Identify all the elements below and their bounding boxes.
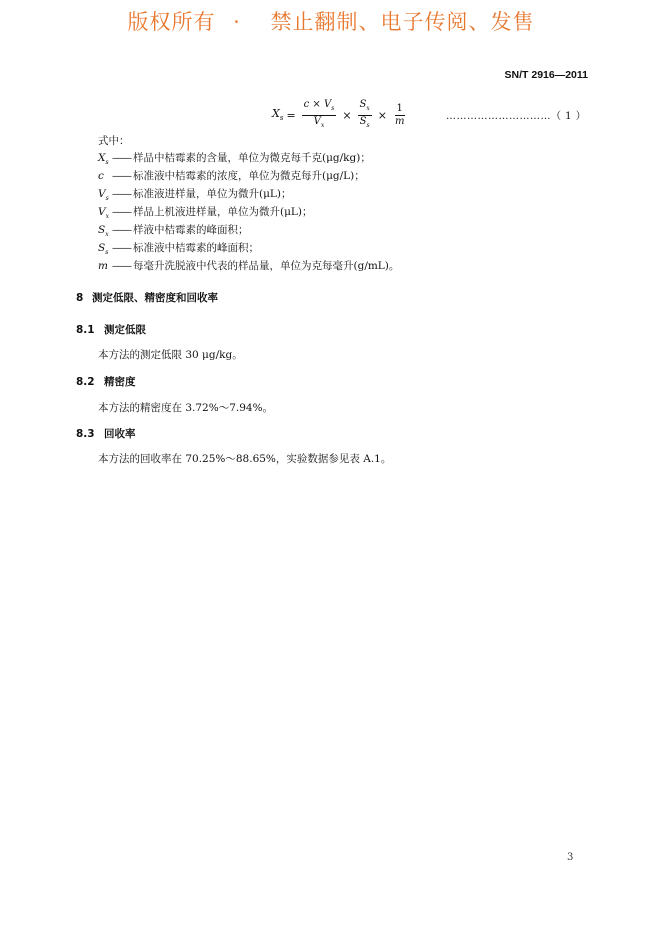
page-number: 3 [567, 852, 574, 863]
formula-fraction-3: $\frac{1}{m}$ [395, 102, 405, 127]
section-8-3-heading: 8.3 回收率 [76, 428, 136, 440]
standard-code: SN/T 2916—2011 [504, 69, 588, 81]
copyright-watermark-banner [0, 6, 662, 36]
formula-times-1: × [342, 108, 352, 122]
definition-item: $S_x$ —— 样液中桔霉素的峰面积； [98, 224, 249, 239]
section-8-1-heading: 8.1 测定低限 [76, 324, 146, 336]
section-8-2-body: 本方法的精密度在 3.72%～7.94%。 [98, 402, 274, 414]
calculation-formula [272, 100, 409, 130]
section-8-heading: 8 测定低限、精密度和回收率 [76, 292, 218, 304]
definition-item: c —— 标准液中桔霉素的浓度，单位为微克每升(μg/L)； [98, 170, 365, 182]
section-8-2-heading: 8.2 精密度 [76, 376, 136, 388]
definition-item: $V_s$ —— 标准液进样量，单位为微升(μL)； [98, 188, 292, 203]
formula-times-2: × [377, 108, 387, 122]
equation-number: …………………………（ 1 ） [446, 111, 587, 122]
formula-equals: = [286, 108, 296, 122]
watermark-left: 版权所有 [127, 10, 216, 34]
section-8-1-body: 本方法的测定低限 30 μg/kg。 [98, 349, 243, 361]
definition-item: $X_s$ —— 样品中桔霉素的含量，单位为微克每千克(μg/kg)； [98, 152, 371, 167]
definitions-title: 式中： [98, 135, 130, 147]
definition-item: m —— 每毫升洗脱液中代表的样品量，单位为克每毫升(g/mL)。 [98, 260, 400, 272]
section-8-3-body: 本方法的回收率在 70.25%～88.65%，实验数据参见表 A.1。 [98, 453, 392, 465]
formula-fraction-2: $\frac{S_x}{S_s}$ [359, 98, 370, 129]
definitions-list [98, 149, 399, 275]
definition-item: $S_s$ —— 标准液中桔霉素的峰面积； [98, 242, 259, 257]
watermark-dot: · [233, 10, 241, 34]
formula-fraction-1: $\frac{c \times V_s}{V_x}$ [303, 98, 335, 129]
definition-item: $V_x$ —— 样品上机液进样量，单位为微升(μL)； [98, 206, 313, 221]
watermark-right: 禁止翻制、电子传阅、发售 [270, 10, 535, 34]
formula-lhs: $X_s$ [272, 107, 284, 123]
